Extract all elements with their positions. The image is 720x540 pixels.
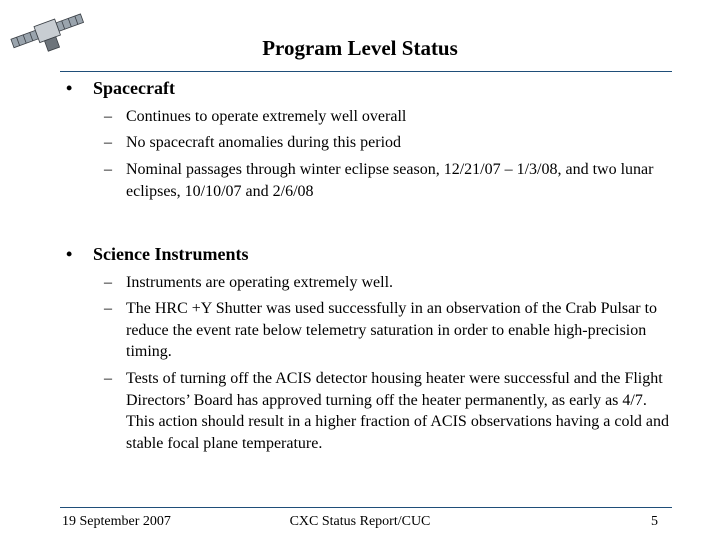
dash-icon: – — [104, 274, 112, 291]
list-item: – No spacecraft anomalies during this period — [104, 132, 674, 154]
footer-date: 19 September 2007 — [62, 514, 171, 529]
section-heading: • Science Instruments — [66, 244, 249, 264]
dash-icon: – — [104, 108, 112, 125]
dash-icon: – — [104, 134, 112, 151]
list-item: – Tests of turning off the ACIS detector housing heater were successful and the Flight Directors’ Board has approved turning off the heater permanently, as early as 4/7. This action should result in a higher fraction of ACIS observations having a cold and stable focal plane temperature. — [104, 370, 669, 452]
dash-icon: – — [104, 161, 112, 178]
list-item: – Nominal passages through winter eclipse season, 12/21/07 – 1/3/08, and two lunar eclipses, 10/10/07 and 2/6/08 — [104, 161, 654, 200]
footer-divider — [60, 507, 672, 508]
bullet-icon: • — [66, 244, 73, 264]
title-divider — [60, 71, 672, 72]
page-number: 5 — [651, 514, 658, 529]
list-item: – Continues to operate extremely well overall — [104, 106, 674, 128]
list-item: – The HRC +Y Shutter was used successfully in an observation of the Crab Pulsar to reduce the event rate below telemetry saturation in order to enable high-precision timing. — [104, 300, 658, 361]
list-item: – Instruments are operating extremely well. — [104, 272, 674, 294]
footer-report-title: CXC Status Report/CUC — [289, 514, 431, 529]
dash-icon: – — [104, 370, 112, 387]
section-heading: • Spacecraft — [66, 78, 175, 98]
dash-icon: – — [104, 300, 112, 317]
page-title: Program Level Status — [262, 36, 458, 60]
bullet-icon: • — [66, 78, 73, 98]
